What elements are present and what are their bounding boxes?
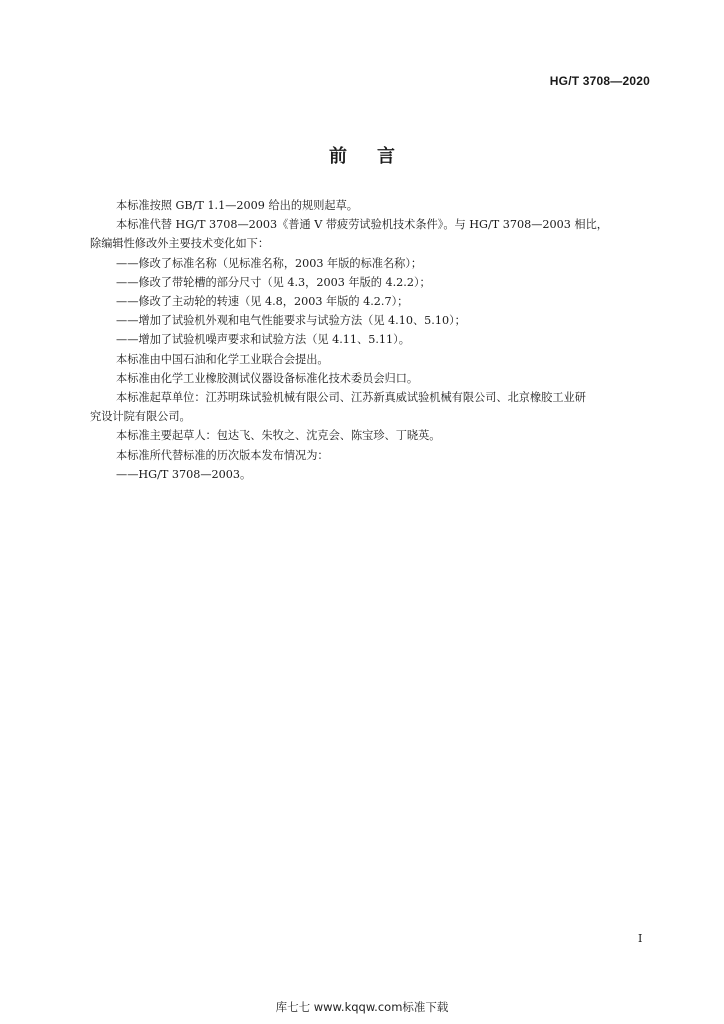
paragraph-drafting-rules: 本标准按照 GB/T 1.1—2009 给出的规则起草。: [116, 199, 358, 212]
paragraph-previous-editions: 本标准所代替标准的历次版本发布情况为：: [116, 448, 329, 462]
page-title: 前言: [329, 146, 425, 167]
change-item: ——修改了主动轮的转速（见 4.8，2003 年版的 4.2.7）；: [116, 295, 409, 309]
foreword-body: [90, 196, 668, 484]
page-number: Ⅰ: [638, 932, 643, 945]
footer-watermark: 库七七 www.kqqw.com标准下载: [275, 1000, 449, 1014]
change-item: ——修改了标准名称（见标准名称，2003 年版的标准名称）；: [116, 256, 423, 270]
paragraph-replaces-continued: 除编辑性修改外主要技术变化如下：: [90, 237, 270, 251]
change-item: ——修改了带轮槽的部分尺寸（见 4.3，2003 年版的 4.2.2）；: [116, 275, 431, 289]
paragraph-drafting-units-continued: 究设计院有限公司。: [90, 410, 191, 424]
paragraph-centralized-by: 本标准由化学工业橡胶测试仪器设备标准化技术委员会归口。: [116, 371, 419, 385]
paragraph-drafting-units: 本标准起草单位：江苏明珠试验机械有限公司、江苏新真威试验机械有限公司、北京橡胶工业研: [116, 391, 586, 405]
change-item: ——增加了试验机外观和电气性能要求与试验方法（见 4.10、5.10）；: [116, 314, 466, 328]
previous-edition-item: ——HG/T 3708—2003。: [116, 467, 252, 481]
paragraph-proposed-by: 本标准由中国石油和化学工业联合会提出。: [116, 352, 329, 366]
document-code: HG/T 3708—2020: [549, 74, 650, 88]
paragraph-drafters: 本标准主要起草人：包达飞、朱牧之、沈克会、陈宝珍、丁晓英。: [116, 429, 441, 443]
change-item: ——增加了试验机噪声要求和试验方法（见 4.11、5.11）。: [116, 333, 410, 347]
paragraph-replaces: 本标准代替 HG/T 3708—2003《普通 V 带疲劳试验机技术条件》。与 HG/T 3708—2003 相比，: [116, 218, 608, 232]
